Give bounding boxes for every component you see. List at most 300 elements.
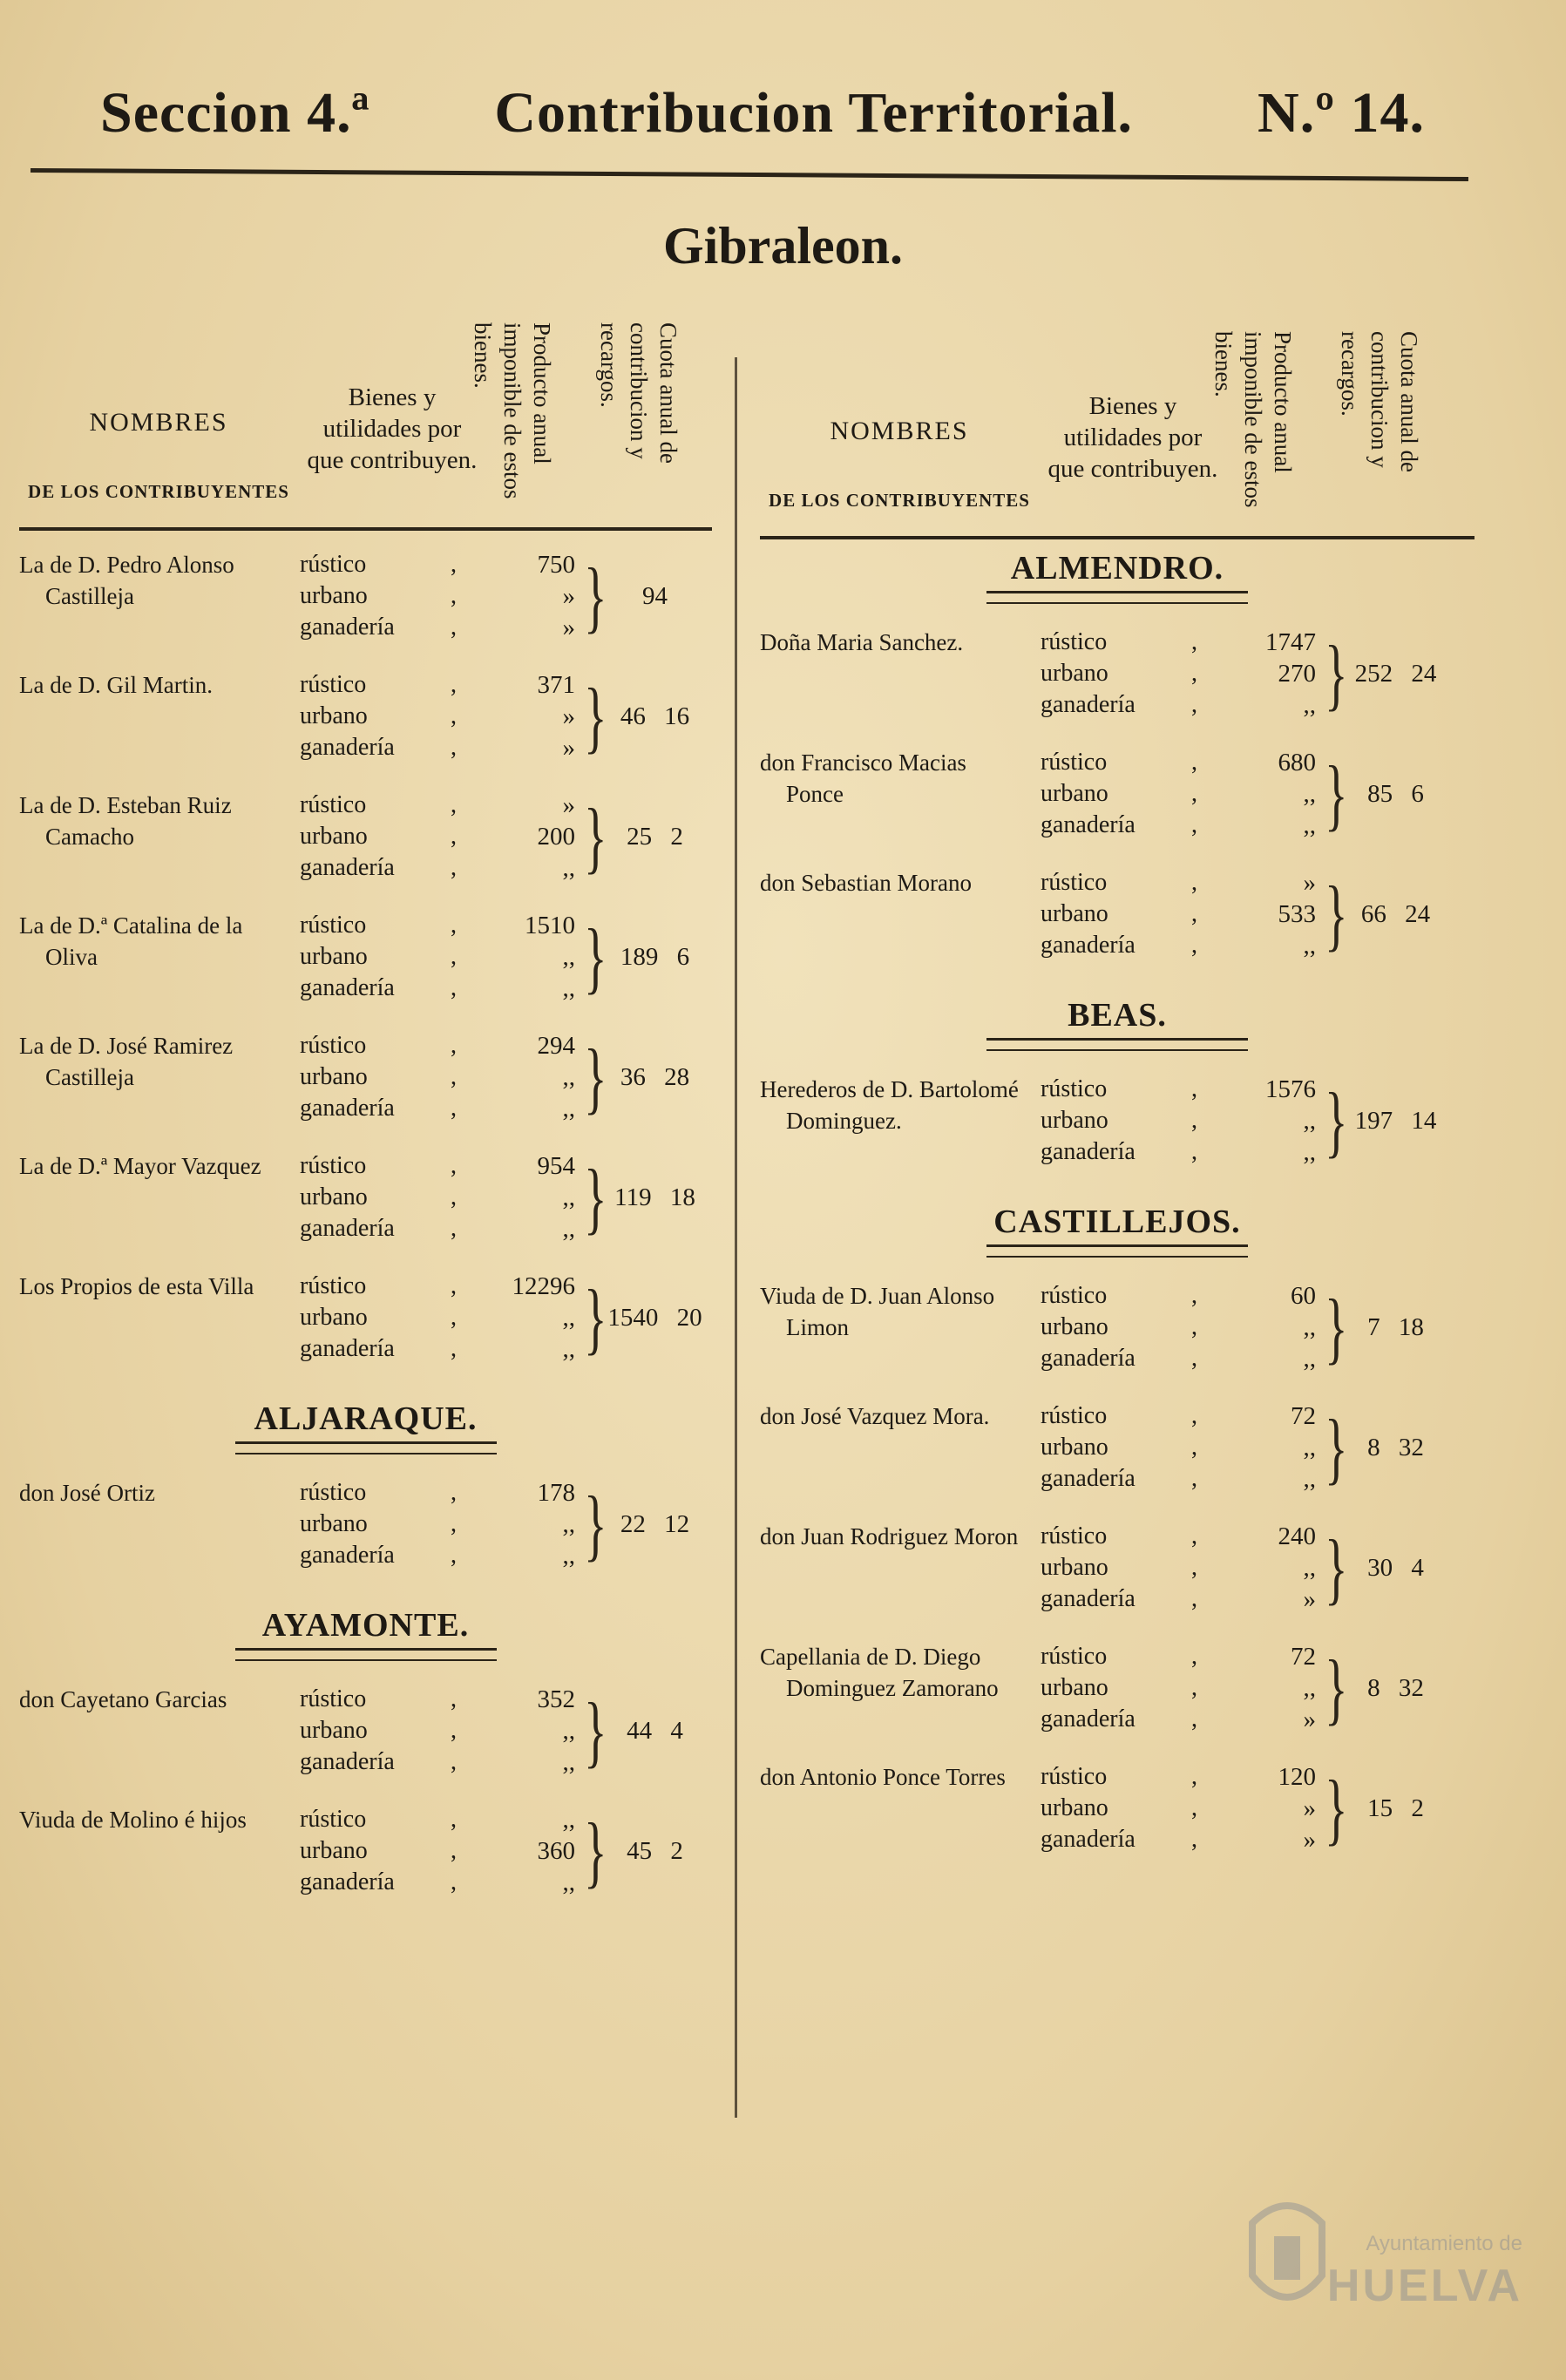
contributor-name-line1: don Antonio Ponce Torres xyxy=(760,1764,1006,1790)
category-list xyxy=(1041,1280,1215,1374)
contributor-name-line2: Dominguez Zamorano xyxy=(786,1675,999,1701)
contributor-name-line1: don Francisco Macias xyxy=(760,749,966,776)
column-divider xyxy=(735,357,737,2118)
brace-mark: } xyxy=(1325,1403,1348,1492)
contributor-name-line1: don José Ortiz xyxy=(19,1480,155,1506)
header-rule xyxy=(19,527,712,531)
producto-value: 371 xyxy=(537,671,575,699)
contributor-name-line2: Ponce xyxy=(786,781,844,807)
category-label: ganadería , xyxy=(1041,1136,1215,1168)
category-label: ganadería , xyxy=(1041,1704,1215,1735)
producto-values xyxy=(1215,1074,1319,1168)
category-label: rústico , xyxy=(1041,1280,1215,1312)
category-list xyxy=(300,1477,474,1571)
category-label: urbano , xyxy=(1041,658,1215,689)
producto-value: ,, xyxy=(1303,1554,1316,1582)
cuota-value: 30 4 xyxy=(1367,1554,1424,1582)
category-list xyxy=(300,1804,474,1898)
section-title: BEAS. xyxy=(1068,997,1167,1034)
watermark-line2: HUELVA xyxy=(1326,2261,1522,2311)
header-bienes: Bienes y utilidades por que contribuyen. xyxy=(1047,392,1218,483)
section-rule xyxy=(986,1244,1248,1258)
producto-value: ,, xyxy=(562,1542,575,1570)
right-rows xyxy=(760,549,1474,1882)
contributor-name-line1: Viuda de D. Juan Alonso xyxy=(760,1283,995,1309)
producto-value: 270 xyxy=(1278,660,1316,688)
row-gap xyxy=(760,1855,1474,1882)
section-rule xyxy=(235,1441,497,1454)
header-names xyxy=(19,314,298,532)
producto-value: ,, xyxy=(562,1748,575,1776)
brace-mark: } xyxy=(584,1807,607,1895)
producto-value: » xyxy=(562,582,575,610)
table-row xyxy=(19,1030,712,1124)
producto-value: » xyxy=(1303,1585,1316,1613)
category-label: ganadería , xyxy=(1041,1824,1215,1855)
header-cuota: Cuota anual de contribucion y recargos. xyxy=(596,322,681,464)
category-label: rústico , xyxy=(1041,1641,1215,1672)
producto-value: ,, xyxy=(562,1335,575,1363)
contributor-name xyxy=(760,1074,1041,1136)
contributor-name-line1: La de D. Gil Martin. xyxy=(19,672,213,698)
cuota-value: 66 24 xyxy=(1360,900,1431,928)
table-row xyxy=(19,1271,712,1365)
category-label: rústico , xyxy=(1041,627,1215,658)
category-list xyxy=(300,910,474,1004)
contributor-name xyxy=(19,669,300,701)
header-cuota: Cuota anual de contribucion y recargos. xyxy=(1337,331,1422,472)
section-title: ALJARAQUE. xyxy=(254,1400,478,1437)
brace-mark: } xyxy=(1325,1523,1348,1612)
contributor-name-line1: don Sebastian Morano xyxy=(760,870,972,896)
cuota-value: 7 18 xyxy=(1367,1313,1424,1341)
category-label: urbano , xyxy=(300,1715,474,1746)
producto-value: ,, xyxy=(562,943,575,971)
producto-value: ,, xyxy=(562,1510,575,1538)
left-rows xyxy=(19,549,712,1924)
producto-value: 294 xyxy=(537,1032,575,1060)
producto-value: 120 xyxy=(1278,1763,1316,1791)
producto-values xyxy=(474,1271,579,1365)
producto-value: ,, xyxy=(562,1183,575,1211)
category-label: rústico , xyxy=(300,1477,474,1509)
category-label: rústico , xyxy=(300,1030,474,1061)
category-label: ganadería , xyxy=(300,1213,474,1244)
producto-value: ,, xyxy=(562,1063,575,1091)
category-label: ganadería , xyxy=(1041,1583,1215,1615)
cuota-value: 189 6 xyxy=(620,943,690,971)
category-list xyxy=(1041,1400,1215,1495)
producto-values xyxy=(1215,627,1319,721)
category-label: urbano , xyxy=(300,1182,474,1213)
header-rule xyxy=(760,536,1474,539)
right-column xyxy=(760,314,1474,1882)
producto-value: 60 xyxy=(1291,1282,1316,1310)
category-label: urbano , xyxy=(300,821,474,852)
row-gap xyxy=(19,763,712,790)
category-list xyxy=(1041,1761,1215,1855)
category-list xyxy=(1041,747,1215,841)
row-gap xyxy=(19,1571,712,1597)
header-producto: Producto anual imponible de estos bienes. xyxy=(1210,331,1296,508)
category-label: urbano , xyxy=(300,1835,474,1867)
row-gap xyxy=(19,643,712,669)
row-gap xyxy=(760,841,1474,867)
producto-values xyxy=(474,1150,579,1244)
producto-values xyxy=(474,1804,579,1898)
category-label: ganadería , xyxy=(300,852,474,884)
row-gap xyxy=(19,1004,712,1030)
section-title: ALMENDRO. xyxy=(1010,550,1224,587)
producto-value: ,, xyxy=(1303,1434,1316,1461)
contributor-name-line1: La de D. José Ramirez xyxy=(19,1033,234,1059)
category-list xyxy=(300,1030,474,1124)
producto-values xyxy=(1215,1400,1319,1495)
table-row xyxy=(760,1641,1474,1735)
category-label: urbano , xyxy=(300,1302,474,1333)
contributor-name xyxy=(19,549,300,612)
row-gap xyxy=(19,1124,712,1150)
cuota-value: 36 28 xyxy=(620,1063,690,1091)
contributor-name xyxy=(760,747,1041,810)
producto-value: ,, xyxy=(1303,1465,1316,1493)
table-row xyxy=(760,1074,1474,1168)
producto-value: ,, xyxy=(1303,811,1316,839)
contributor-name-line1: Viuda de Molino é hijos xyxy=(19,1807,247,1833)
producto-value: » xyxy=(1303,1826,1316,1854)
column-header xyxy=(760,322,1474,540)
contributor-name xyxy=(19,1150,300,1182)
producto-value: ,, xyxy=(1303,1138,1316,1166)
cuota-value: 22 12 xyxy=(620,1510,690,1538)
cuota-value: 119 18 xyxy=(614,1183,695,1211)
producto-values xyxy=(1215,1641,1319,1735)
brace-mark: } xyxy=(1325,1644,1348,1732)
producto-value: ,, xyxy=(562,1717,575,1745)
producto-value: ,, xyxy=(562,1806,575,1834)
producto-value: 12296 xyxy=(512,1272,575,1300)
category-label: urbano , xyxy=(300,701,474,732)
contributor-name-line2: Castilleja xyxy=(45,1064,134,1090)
row-gap xyxy=(19,884,712,910)
category-list xyxy=(1041,1521,1215,1615)
contributor-name-line1: La de D.ª Catalina de la xyxy=(19,912,243,939)
category-label: rústico , xyxy=(1041,867,1215,898)
table-row xyxy=(19,669,712,763)
row-gap xyxy=(19,1365,712,1391)
brace-mark: } xyxy=(1325,1076,1348,1165)
producto-value: 240 xyxy=(1278,1522,1316,1550)
producto-value: ,, xyxy=(1303,932,1316,959)
producto-values xyxy=(474,669,579,763)
table-row xyxy=(19,1684,712,1778)
table-row xyxy=(760,867,1474,961)
brace-mark: } xyxy=(584,1480,607,1569)
contributor-name-line1: La de D.ª Mayor Vazquez xyxy=(19,1153,261,1179)
cuota-value: 44 4 xyxy=(627,1717,683,1745)
contributor-name-line1: Doña Maria Sanchez. xyxy=(760,629,964,655)
header-names-title: NOMBRES xyxy=(830,417,969,445)
watermark-logo xyxy=(1235,2180,1531,2328)
category-label: ganadería , xyxy=(300,1333,474,1365)
producto-value: » xyxy=(1303,1794,1316,1822)
producto-value: 1510 xyxy=(525,912,575,939)
category-label: ganadería , xyxy=(1041,810,1215,841)
cuota-value: 8 32 xyxy=(1367,1674,1424,1702)
row-gap xyxy=(19,1778,712,1804)
left-column xyxy=(19,314,712,1924)
contributor-name-line2: Oliva xyxy=(45,944,98,970)
category-label: rústico , xyxy=(1041,747,1215,778)
producto-values xyxy=(1215,1280,1319,1374)
producto-values xyxy=(474,1030,579,1124)
cuota-value: 94 xyxy=(642,582,668,610)
cuota-value: 45 2 xyxy=(627,1837,683,1865)
category-label: ganadería , xyxy=(1041,1343,1215,1374)
category-label: ganadería , xyxy=(300,612,474,643)
producto-values xyxy=(1215,1761,1319,1855)
producto-values xyxy=(474,549,579,643)
contributor-name-line1: don José Vazquez Mora. xyxy=(760,1403,990,1429)
brace-mark: } xyxy=(1325,629,1348,718)
contributor-name-line1: Capellania de D. Diego xyxy=(760,1644,981,1670)
producto-value: ,, xyxy=(1303,691,1316,719)
header-names-subtitle: DE LOS CONTRIBUYENTES xyxy=(28,481,289,502)
category-list xyxy=(1041,1641,1215,1735)
brace-mark: } xyxy=(1325,870,1348,959)
category-list xyxy=(300,669,474,763)
category-label: rústico , xyxy=(300,669,474,701)
cuota-value: 46 16 xyxy=(620,702,690,730)
producto-value: » xyxy=(562,791,575,819)
producto-value: ,, xyxy=(562,1304,575,1332)
producto-value: » xyxy=(562,614,575,641)
category-label: ganadería , xyxy=(1041,930,1215,961)
column-header xyxy=(19,314,712,532)
category-label: rústico , xyxy=(300,790,474,821)
contributor-name xyxy=(19,1477,300,1509)
category-label: urbano , xyxy=(300,580,474,612)
contributor-name xyxy=(760,1521,1041,1552)
watermark-line1: Ayuntamiento de xyxy=(1366,2232,1522,2255)
category-list xyxy=(300,549,474,643)
category-label: ganadería , xyxy=(1041,1463,1215,1495)
producto-value: 360 xyxy=(537,1837,575,1865)
contributor-name xyxy=(19,1271,300,1302)
row-gap xyxy=(760,1495,1474,1521)
contributor-name xyxy=(760,1280,1041,1343)
place-title: Gibraleon. xyxy=(662,217,903,275)
producto-value: » xyxy=(1303,1705,1316,1733)
header-names xyxy=(760,322,1039,540)
brace-mark: } xyxy=(584,1153,607,1242)
producto-value: 533 xyxy=(1278,900,1316,928)
row-gap xyxy=(760,961,1474,987)
contributor-name xyxy=(760,1641,1041,1704)
contributor-name xyxy=(19,1684,300,1715)
producto-value: ,, xyxy=(1303,1313,1316,1341)
contributor-name-line2: Castilleja xyxy=(45,583,134,609)
producto-value: ,, xyxy=(562,1868,575,1896)
contributor-name xyxy=(760,867,1041,898)
producto-value: ,, xyxy=(1303,1107,1316,1135)
category-label: urbano , xyxy=(300,1061,474,1093)
producto-value: 200 xyxy=(537,823,575,851)
category-label: rústico , xyxy=(300,1150,474,1182)
table-row xyxy=(19,549,712,643)
category-label: rústico , xyxy=(1041,1074,1215,1105)
contributor-name-line1: La de D. Esteban Ruiz xyxy=(19,792,232,818)
section-rule xyxy=(986,591,1248,604)
category-label: rústico , xyxy=(1041,1761,1215,1793)
row-gap xyxy=(19,1898,712,1924)
table-row xyxy=(760,1761,1474,1855)
category-label: rústico , xyxy=(300,1271,474,1302)
document-number: N.º 14. xyxy=(1258,81,1425,145)
contributor-name-line1: Herederos de D. Bartolomé xyxy=(760,1076,1019,1102)
category-list xyxy=(300,1150,474,1244)
page-header xyxy=(100,80,1425,159)
table-row xyxy=(19,1477,712,1571)
section-rule xyxy=(235,1648,497,1661)
producto-values xyxy=(474,910,579,1004)
category-label: urbano , xyxy=(1041,1552,1215,1583)
cuota-value: 15 2 xyxy=(1367,1794,1424,1822)
contributor-name-line2: Limon xyxy=(786,1314,849,1340)
contributor-name xyxy=(760,1761,1041,1793)
category-list xyxy=(300,1271,474,1365)
brace-mark: } xyxy=(1325,749,1348,838)
cuota-value: 1540 20 xyxy=(607,1304,702,1332)
brace-mark: } xyxy=(584,1686,607,1775)
producto-value: ,, xyxy=(1303,1674,1316,1702)
category-label: rústico , xyxy=(300,910,474,941)
category-label: rústico , xyxy=(300,1804,474,1835)
table-row xyxy=(760,747,1474,841)
producto-value: 178 xyxy=(537,1479,575,1507)
producto-value: » xyxy=(562,702,575,730)
category-label: ganadería , xyxy=(1041,689,1215,721)
contributor-name xyxy=(760,1400,1041,1432)
category-label: rústico , xyxy=(300,549,474,580)
brace-mark: } xyxy=(1325,1764,1348,1853)
contributor-name-line1: don Juan Rodriguez Moron xyxy=(760,1523,1019,1549)
category-label: urbano , xyxy=(1041,898,1215,930)
producto-value: » xyxy=(1303,869,1316,897)
producto-values xyxy=(474,790,579,884)
category-label: urbano , xyxy=(1041,1432,1215,1463)
producto-value: ,, xyxy=(1303,1345,1316,1373)
category-label: rústico , xyxy=(300,1684,474,1715)
producto-value: 750 xyxy=(537,551,575,579)
section-label: Seccion 4.ª xyxy=(100,81,370,145)
producto-value: ,, xyxy=(562,974,575,1002)
category-label: urbano , xyxy=(1041,1312,1215,1343)
cuota-value: 8 32 xyxy=(1367,1434,1424,1461)
contributor-name-line1: Los Propios de esta Villa xyxy=(19,1273,254,1299)
category-label: urbano , xyxy=(300,1509,474,1540)
contributor-name-line1: don Cayetano Garcias xyxy=(19,1686,227,1712)
section-title: CASTILLEJOS. xyxy=(993,1204,1241,1240)
category-list xyxy=(1041,867,1215,961)
producto-value: 352 xyxy=(537,1685,575,1713)
category-label: ganadería , xyxy=(300,732,474,763)
contributor-name xyxy=(760,627,1041,658)
brace-mark: } xyxy=(584,672,607,761)
table-row xyxy=(760,1521,1474,1615)
category-label: ganadería , xyxy=(300,1540,474,1571)
section-rule xyxy=(986,1038,1248,1051)
category-label: ganadería , xyxy=(300,1867,474,1898)
document-title: Contribucion Territorial. xyxy=(494,81,1134,145)
producto-values xyxy=(1215,1521,1319,1615)
table-row xyxy=(19,1150,712,1244)
header-names-title: NOMBRES xyxy=(89,408,228,437)
category-label: ganadería , xyxy=(300,1746,474,1778)
brace-mark: } xyxy=(584,792,607,881)
producto-values xyxy=(474,1684,579,1778)
producto-value: ,, xyxy=(562,854,575,882)
category-label: urbano , xyxy=(1041,1672,1215,1704)
table-row xyxy=(19,1804,712,1898)
category-list xyxy=(300,1684,474,1778)
category-label: rústico , xyxy=(1041,1521,1215,1552)
brace-mark: } xyxy=(584,1033,607,1122)
contributor-name-line2: Camacho xyxy=(45,824,134,850)
header-rule xyxy=(31,168,1468,181)
category-label: urbano , xyxy=(300,941,474,973)
cuota-value: 25 2 xyxy=(627,823,683,851)
category-list xyxy=(1041,627,1215,721)
producto-value: 72 xyxy=(1291,1402,1316,1430)
row-gap xyxy=(760,1168,1474,1194)
contributor-name-line1: La de D. Pedro Alonso xyxy=(19,552,234,578)
cuota-value: 197 14 xyxy=(1354,1107,1437,1135)
row-gap xyxy=(760,1735,1474,1761)
producto-values xyxy=(1215,867,1319,961)
producto-value: » xyxy=(562,734,575,762)
producto-value: 72 xyxy=(1291,1643,1316,1671)
header-bienes: Bienes y utilidades por que contribuyen. xyxy=(307,383,478,474)
producto-value: ,, xyxy=(562,1215,575,1243)
category-label: urbano , xyxy=(1041,1105,1215,1136)
brace-mark: } xyxy=(1325,1283,1348,1372)
producto-value: ,, xyxy=(562,1095,575,1122)
contributor-name xyxy=(19,790,300,852)
brace-mark: } xyxy=(584,552,607,641)
row-gap xyxy=(760,1374,1474,1400)
table-row xyxy=(760,627,1474,721)
cuota-value: 85 6 xyxy=(1367,780,1424,808)
coat-of-arms-icon xyxy=(1235,2188,1339,2319)
producto-value: 954 xyxy=(537,1152,575,1180)
category-list xyxy=(300,790,474,884)
producto-values xyxy=(474,1477,579,1571)
table-row xyxy=(19,790,712,884)
table-row xyxy=(760,1280,1474,1374)
category-label: urbano , xyxy=(1041,778,1215,810)
category-list xyxy=(1041,1074,1215,1168)
brace-mark: } xyxy=(584,1273,607,1362)
producto-value: 680 xyxy=(1278,749,1316,776)
category-label: rústico , xyxy=(1041,1400,1215,1432)
row-gap xyxy=(760,721,1474,747)
section-title: AYAMONTE. xyxy=(261,1607,470,1644)
category-label: ganadería , xyxy=(300,973,474,1004)
header-producto: Producto anual imponible de estos bienes. xyxy=(470,322,555,499)
row-gap xyxy=(760,1615,1474,1641)
category-label: urbano , xyxy=(1041,1793,1215,1824)
